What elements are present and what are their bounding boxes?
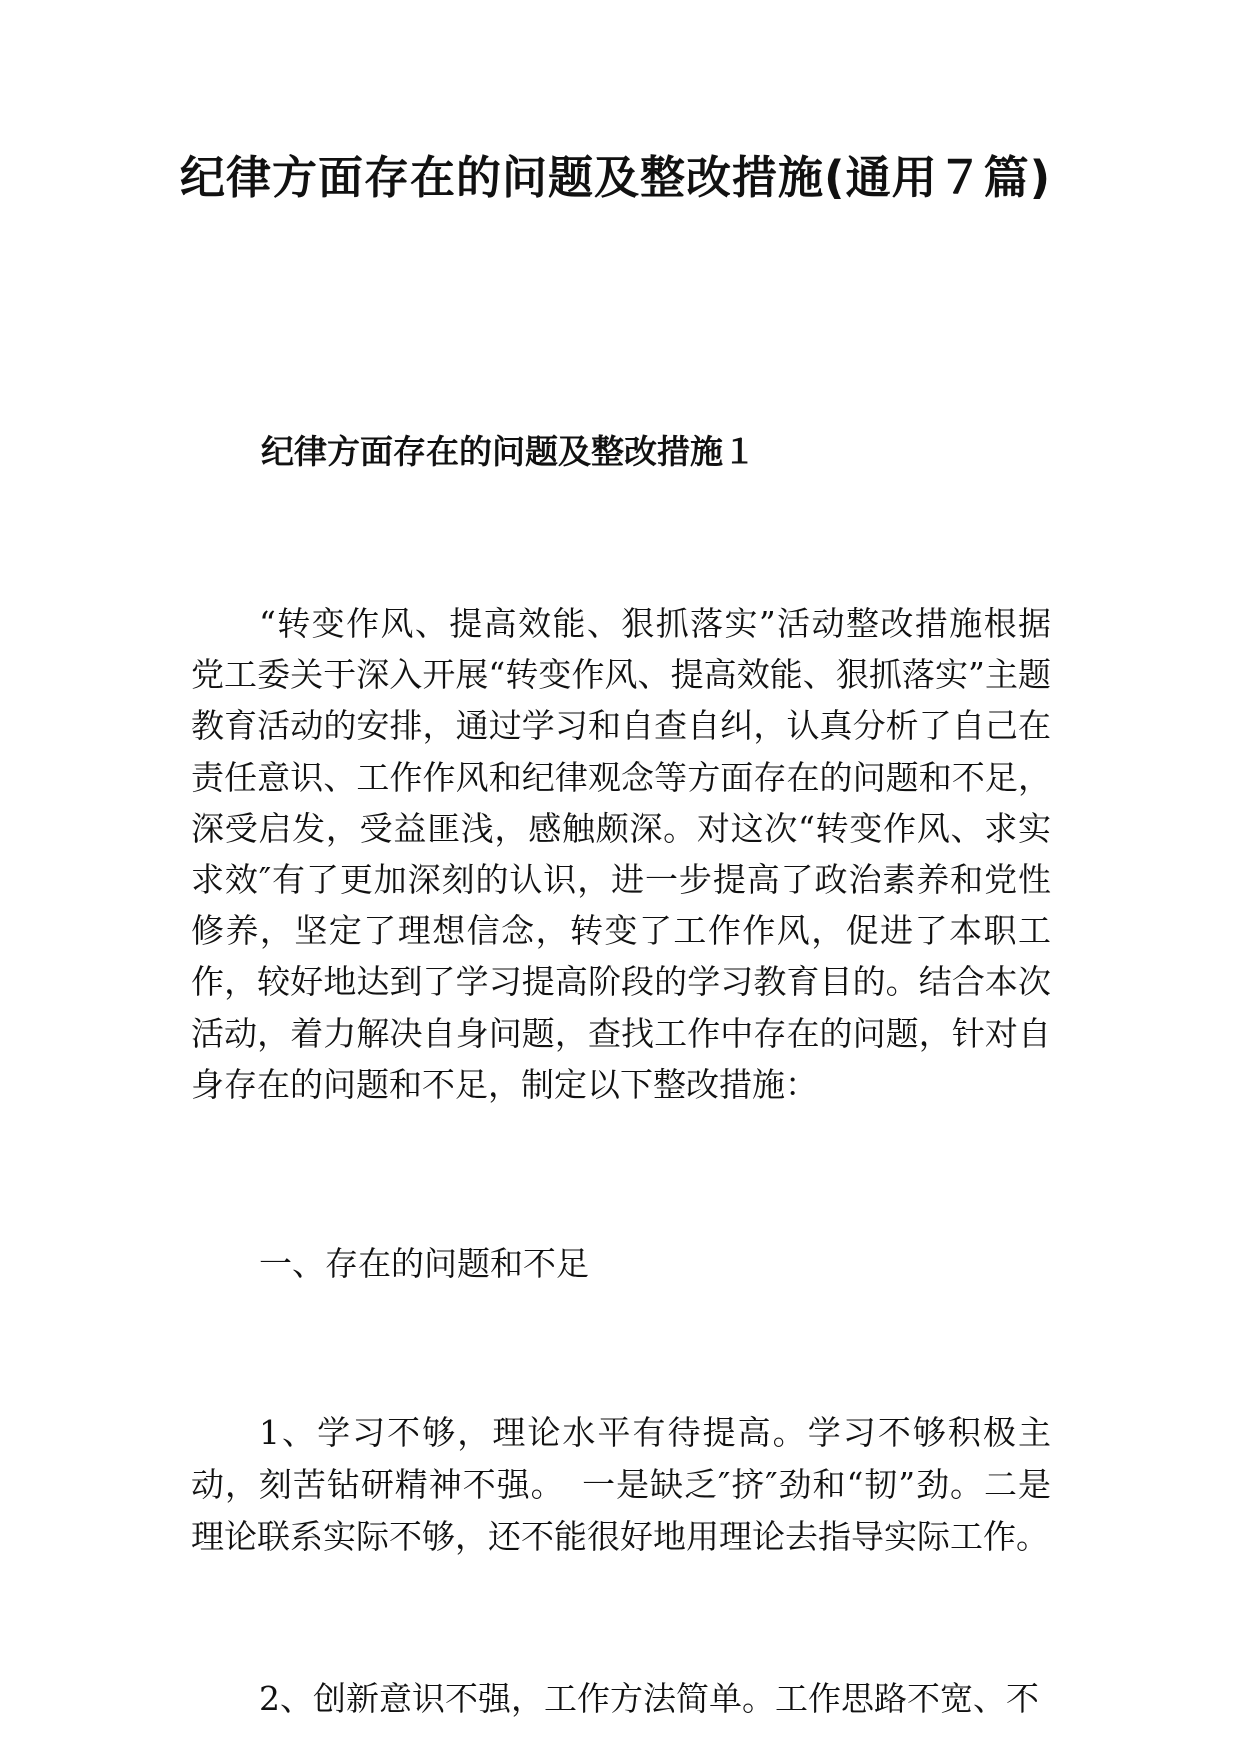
problem-item-1: 1、学习不够，理论水平有待提高。学习不够积极主动，刻苦钻研精神不强。 一是缺乏″挤″劲和“韧”劲。二是理论联系实际不够，还不能很好地用理论去指导实际工作。 [191,1413,1051,1556]
problem-item-2: 2、创新意识不强，工作方法简单。工作思路不宽、不 [259,1679,1039,1718]
intro-paragraph: “转变作风、提高效能、狠抓落实”活动整改措施根据党工委关于深入开展“转变作风、提高效能、狠抓落实”主题教育活动的安排，通过学习和自查自纠，认真分析了自己在责任意识、工作作风和纪律观念等方面存在的问题和不足，深受启发，受益匪浅，感触颇深。对这次“转变作风、求实求效″有了更加深刻的认识，进一步提高了政治素养和党性修养，坚定了理想信念，转变了工作作风，促进了本职工作，较好地达到了学习提高阶段的学习教育目的。结合本次活动，着力解决自身问题，查找工作中存在的问题，针对自身存在的问题和不足，制定以下整改措施： [191,604,1051,1104]
section-heading: 纪律方面存在的问题及整改措施１ [261,432,756,471]
problems-heading: 一、存在的问题和不足 [259,1244,589,1283]
document-title: 纪律方面存在的问题及整改措施(通用７篇) [180,151,1052,204]
